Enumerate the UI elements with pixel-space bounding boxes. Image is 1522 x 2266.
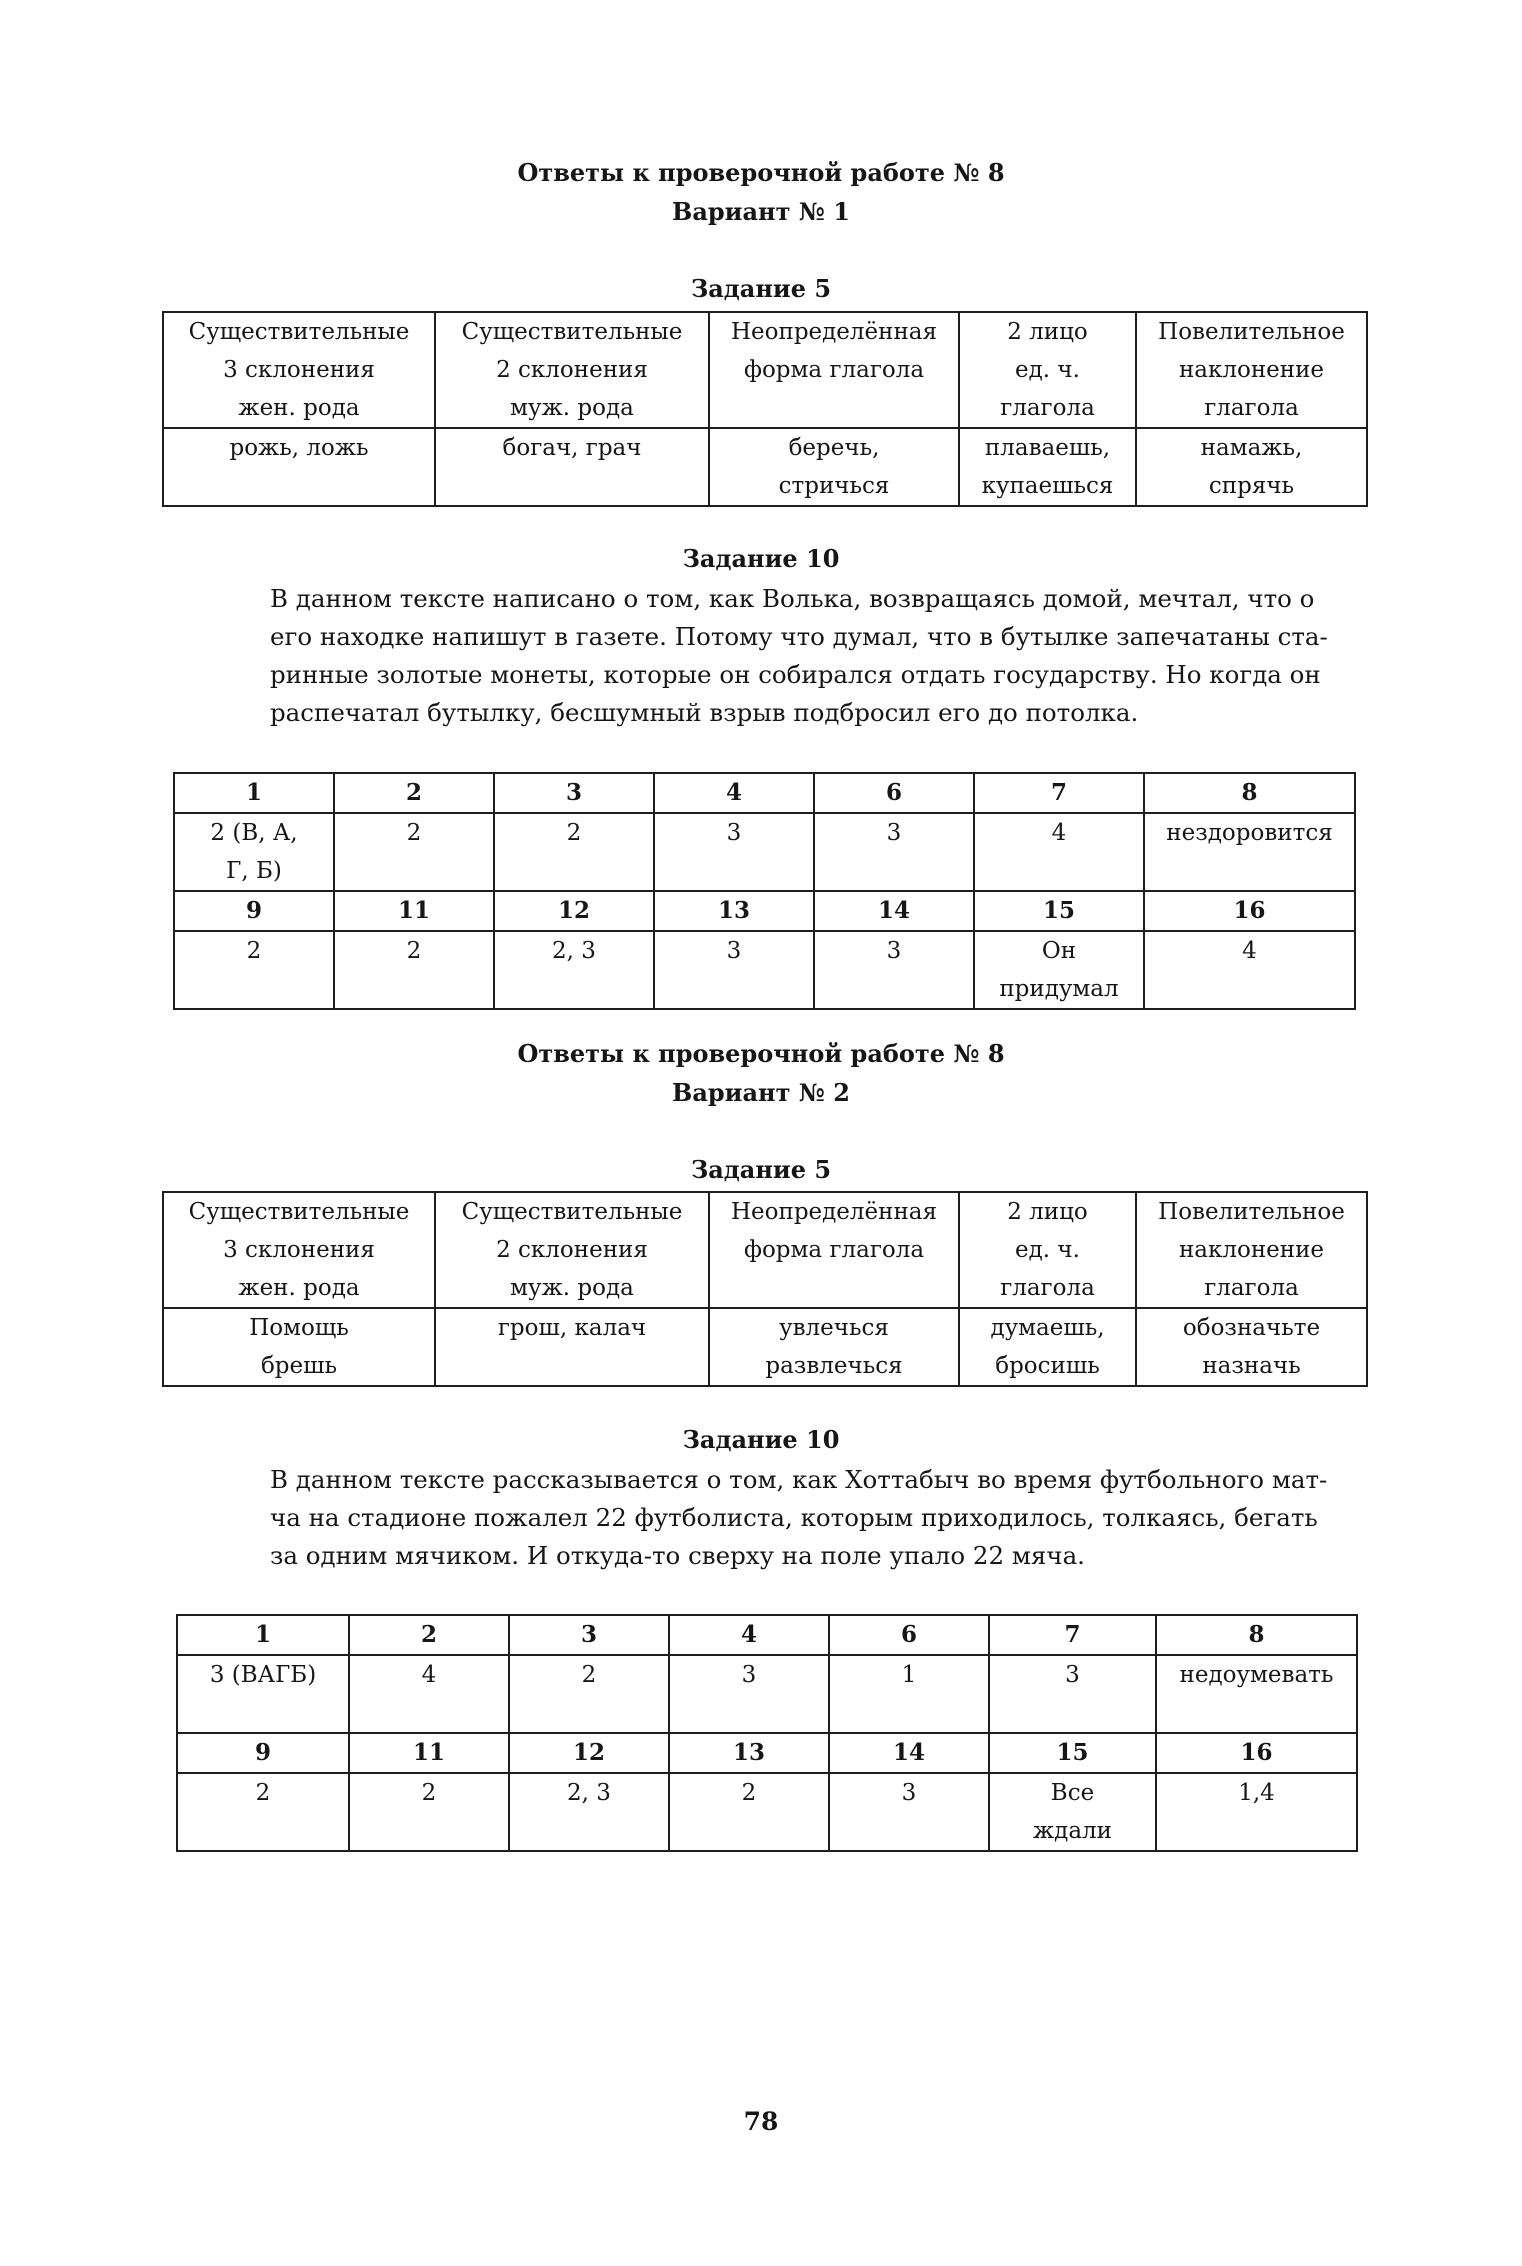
question-number: 15 xyxy=(989,1733,1156,1773)
answer-cell: 2 xyxy=(174,931,334,1009)
question-number: 8 xyxy=(1156,1615,1357,1655)
header-cell: Существительные 2 склонения муж. рода xyxy=(435,312,709,428)
task5-header-row xyxy=(163,1192,1367,1308)
answer-cell: плаваешь, купаешься xyxy=(959,428,1136,506)
question-number-row xyxy=(174,891,1355,931)
answer-cell: 2 xyxy=(349,1773,509,1851)
text-line: его находке напишут в газете. Потому что думал, что в бутылке запечатаны ста- xyxy=(270,622,1328,651)
answer-row xyxy=(174,931,1355,1009)
variant2-title: Ответы к проверочной работе № 8 xyxy=(517,1039,1005,1068)
text-line: за одним мячиком. И откуда-то сверху на поле упало 22 мяча. xyxy=(270,1541,1085,1570)
answer-cell: 4 xyxy=(349,1655,509,1733)
answer-cell: богач, грач xyxy=(435,428,709,506)
text-line: ринные золотые монеты, которые он собирался отдать государству. Но когда он xyxy=(270,660,1321,689)
question-number: 13 xyxy=(654,891,814,931)
answer-cell: обозначьте назначь xyxy=(1136,1308,1367,1386)
header-cell: 2 лицо ед. ч. глагола xyxy=(959,312,1136,428)
question-number-row xyxy=(174,773,1355,813)
question-number-row xyxy=(177,1733,1357,1773)
header-cell: 2 лицо ед. ч. глагола xyxy=(959,1192,1136,1308)
header-cell: Повелительное наклонение глагола xyxy=(1136,1192,1367,1308)
answer-cell: Все ждали xyxy=(989,1773,1156,1851)
question-number: 13 xyxy=(669,1733,829,1773)
variant2-task5-table xyxy=(162,1191,1368,1387)
variant1-title: Ответы к проверочной работе № 8 xyxy=(517,158,1005,187)
question-number: 11 xyxy=(349,1733,509,1773)
text-line: В данном тексте рассказывается о том, как Хоттабыч во время футбольного мат- xyxy=(270,1465,1328,1494)
answer-row xyxy=(177,1773,1357,1851)
question-number: 7 xyxy=(974,773,1144,813)
answer-cell: грош, калач xyxy=(435,1308,709,1386)
answer-row xyxy=(177,1655,1357,1733)
answer-cell: 2 xyxy=(494,813,654,891)
answer-cell: намажь, спрячь xyxy=(1136,428,1367,506)
answer-cell: 2 xyxy=(334,813,494,891)
answer-cell: 3 xyxy=(814,931,974,1009)
answer-row xyxy=(174,813,1355,891)
header-cell: Существительные 2 склонения муж. рода xyxy=(435,1192,709,1308)
variant1-subtitle: Вариант № 1 xyxy=(672,197,850,226)
text-line: ча на стадионе пожалел 22 футболиста, которым приходилось, толкаясь, бегать xyxy=(270,1503,1318,1532)
answer-cell: Он придумал xyxy=(974,931,1144,1009)
answer-cell: нездоровится xyxy=(1144,813,1355,891)
variant2-subtitle: Вариант № 2 xyxy=(672,1078,850,1107)
answer-cell: 3 xyxy=(654,931,814,1009)
answer-cell: недоумевать xyxy=(1156,1655,1357,1733)
answer-cell: 2 (В, А, Г, Б) xyxy=(174,813,334,891)
question-number: 3 xyxy=(494,773,654,813)
answer-cell: рожь, ложь xyxy=(163,428,435,506)
answer-cell: 3 xyxy=(989,1655,1156,1733)
question-number: 3 xyxy=(509,1615,669,1655)
variant2-task10-title: Задание 10 xyxy=(682,1425,840,1454)
variant1-task5-table xyxy=(162,311,1368,507)
answer-cell: 2 xyxy=(669,1773,829,1851)
answer-cell: 1,4 xyxy=(1156,1773,1357,1851)
task5-answer-row xyxy=(163,428,1367,506)
question-number: 1 xyxy=(177,1615,349,1655)
question-number: 9 xyxy=(177,1733,349,1773)
answer-cell: 2, 3 xyxy=(494,931,654,1009)
question-number: 4 xyxy=(669,1615,829,1655)
variant2-task5-title: Задание 5 xyxy=(690,1155,832,1184)
answer-cell: 3 xyxy=(829,1773,989,1851)
answer-cell: 3 xyxy=(669,1655,829,1733)
question-number: 8 xyxy=(1144,773,1355,813)
question-number: 11 xyxy=(334,891,494,931)
text-line: распечатал бутылку, бесшумный взрыв подбросил его до потолка. xyxy=(270,698,1139,727)
answer-cell: 2 xyxy=(177,1773,349,1851)
header-cell: Повелительное наклонение глагола xyxy=(1136,312,1367,428)
question-number: 1 xyxy=(174,773,334,813)
task5-header-row xyxy=(163,312,1367,428)
question-number: 4 xyxy=(654,773,814,813)
question-number: 16 xyxy=(1144,891,1355,931)
answer-cell: беречь, стричься xyxy=(709,428,959,506)
question-number: 2 xyxy=(334,773,494,813)
variant2-answers-table xyxy=(176,1614,1358,1852)
variant1-task10-text xyxy=(270,580,1360,732)
question-number: 9 xyxy=(174,891,334,931)
variant1-task10-title: Задание 10 xyxy=(682,544,840,573)
question-number: 6 xyxy=(829,1615,989,1655)
answer-cell: увлечься развлечься xyxy=(709,1308,959,1386)
answer-cell: думаешь, бросишь xyxy=(959,1308,1136,1386)
variant1-answers-table xyxy=(173,772,1356,1010)
question-number: 12 xyxy=(509,1733,669,1773)
question-number: 2 xyxy=(349,1615,509,1655)
answer-cell: 3 xyxy=(814,813,974,891)
question-number: 16 xyxy=(1156,1733,1357,1773)
text-line: В данном тексте написано о том, как Волька, возвращаясь домой, мечтал, что о xyxy=(270,584,1315,613)
answer-cell: 2 xyxy=(509,1655,669,1733)
answer-cell: 3 xyxy=(654,813,814,891)
answer-cell: 3 (ВАГБ) xyxy=(177,1655,349,1733)
question-number: 15 xyxy=(974,891,1144,931)
header-cell: Существительные 3 склонения жен. рода xyxy=(163,1192,435,1308)
answer-cell: Помощь брешь xyxy=(163,1308,435,1386)
answer-cell: 4 xyxy=(974,813,1144,891)
question-number: 6 xyxy=(814,773,974,813)
answer-cell: 2 xyxy=(334,931,494,1009)
question-number: 12 xyxy=(494,891,654,931)
header-cell: Неопределённая форма глагола xyxy=(709,1192,959,1308)
task5-answer-row xyxy=(163,1308,1367,1386)
answer-cell: 4 xyxy=(1144,931,1355,1009)
variant2-task10-text xyxy=(270,1461,1360,1575)
question-number-row xyxy=(177,1615,1357,1655)
header-cell: Неопределённая форма глагола xyxy=(709,312,959,428)
question-number: 14 xyxy=(829,1733,989,1773)
header-cell: Существительные 3 склонения жен. рода xyxy=(163,312,435,428)
question-number: 14 xyxy=(814,891,974,931)
answer-cell: 1 xyxy=(829,1655,989,1733)
page-number: 78 xyxy=(743,2107,779,2136)
question-number: 7 xyxy=(989,1615,1156,1655)
answer-cell: 2, 3 xyxy=(509,1773,669,1851)
variant1-task5-title: Задание 5 xyxy=(690,274,832,303)
